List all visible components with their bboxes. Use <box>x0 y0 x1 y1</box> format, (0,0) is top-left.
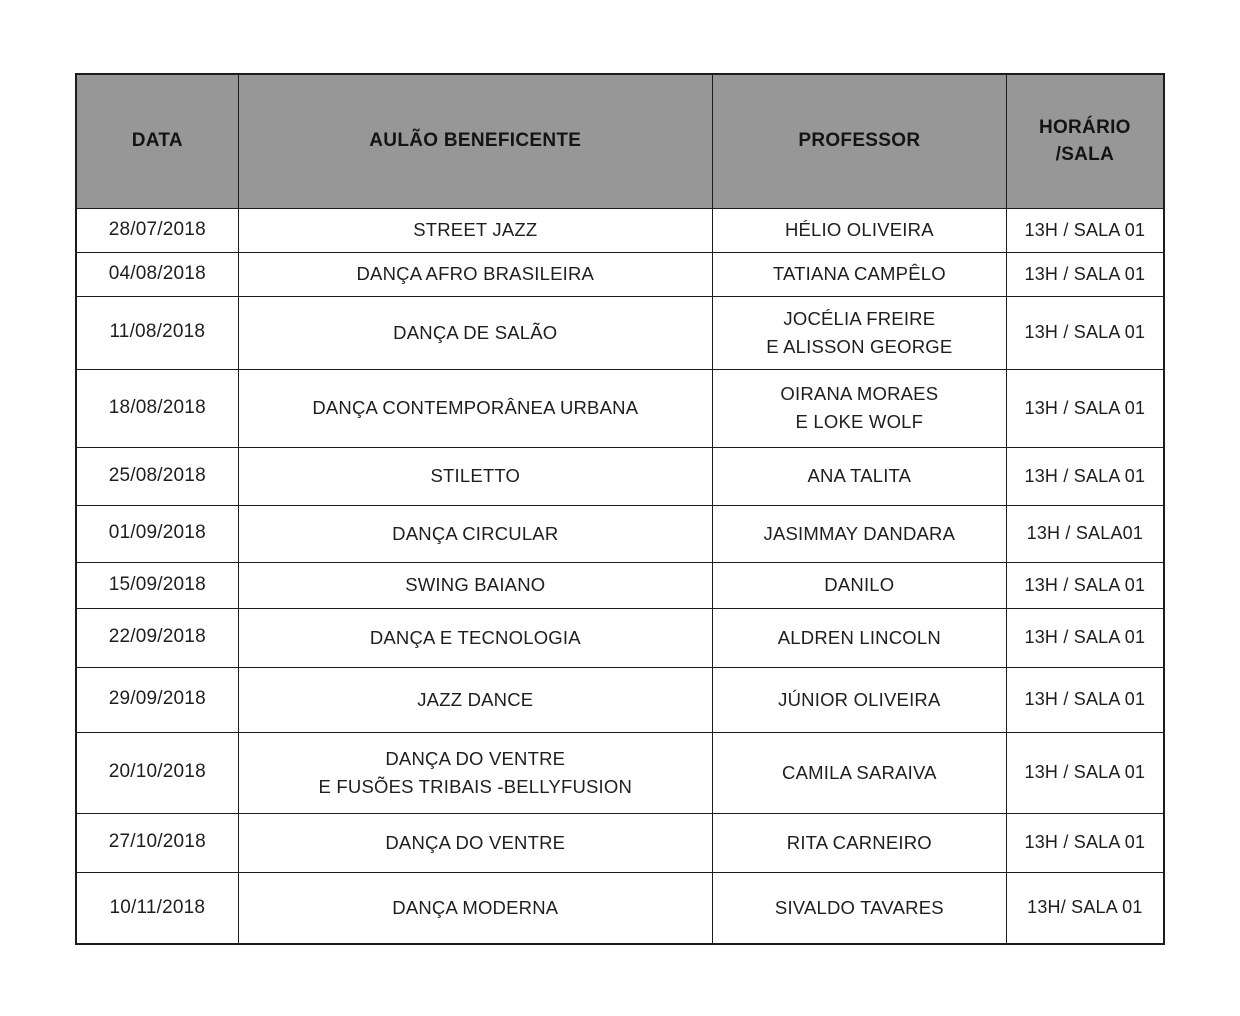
date-cell: 01/09/2018 <box>76 505 238 562</box>
cell-text-line: DANILO <box>824 574 895 596</box>
class-name-cell <box>238 252 712 296</box>
class-name-cell <box>238 872 712 944</box>
cell-text-line: STILETTO <box>430 465 521 487</box>
cell-text-line: JOCÉLIA FREIRE <box>783 307 936 329</box>
class-name-cell <box>238 369 712 447</box>
time-room-cell: 13H / SALA 01 <box>1006 447 1164 505</box>
cell-text-line: DANÇA DE SALÃO <box>393 321 558 343</box>
header-label-line: /SALA <box>1055 144 1115 166</box>
table-row <box>76 369 1164 447</box>
cell-text-line: ALDREN LINCOLN <box>777 626 941 648</box>
time-room-cell: 13H / SALA 01 <box>1006 813 1164 872</box>
table-header <box>76 74 1164 208</box>
time-room-cell: 13H / SALA 01 <box>1006 252 1164 296</box>
professor-cell <box>712 252 1006 296</box>
date-cell: 18/08/2018 <box>76 369 238 447</box>
column-header-horario-sala <box>1006 74 1164 208</box>
cell-text-line: DANÇA DO VENTRE <box>385 831 566 853</box>
cell-text-line: JÚNIOR OLIVEIRA <box>778 688 941 710</box>
header-row <box>76 74 1164 208</box>
header-label-line: AULÃO BENEFICENTE <box>369 130 582 152</box>
table-row <box>76 608 1164 667</box>
column-header-aulao-beneficente <box>238 74 712 208</box>
class-name-cell <box>238 447 712 505</box>
professor-cell <box>712 369 1006 447</box>
class-name-cell <box>238 732 712 813</box>
cell-text-line: E LOKE WOLF <box>795 411 924 432</box>
time-room-cell: 13H/ SALA 01 <box>1006 872 1164 944</box>
cell-text-line: DANÇA CIRCULAR <box>392 522 559 544</box>
column-header-professor <box>712 74 1006 208</box>
cell-text-line: DANÇA DO VENTRE <box>385 747 566 769</box>
professor-cell <box>712 872 1006 944</box>
professor-cell <box>712 667 1006 732</box>
table-body <box>76 208 1164 944</box>
time-room-cell: 13H / SALA 01 <box>1006 562 1164 608</box>
professor-cell <box>712 813 1006 872</box>
header-label-line: PROFESSOR <box>798 130 921 152</box>
cell-text-line: TATIANA CAMPÊLO <box>772 263 946 285</box>
cell-text-line: SIVALDO TAVARES <box>774 896 944 918</box>
class-name-cell <box>238 813 712 872</box>
class-name-cell <box>238 208 712 252</box>
date-cell: 28/07/2018 <box>76 208 238 252</box>
cell-text-line: RITA CARNEIRO <box>786 831 932 853</box>
date-cell: 11/08/2018 <box>76 296 238 369</box>
date-cell: 25/08/2018 <box>76 447 238 505</box>
cell-text-line: E FUSÕES TRIBAIS -BELLYFUSION <box>318 775 633 797</box>
table-row <box>76 252 1164 296</box>
table-row <box>76 505 1164 562</box>
professor-cell <box>712 296 1006 369</box>
cell-text-line: JASIMMAY DANDARA <box>763 522 956 544</box>
date-cell: 15/09/2018 <box>76 562 238 608</box>
table-row <box>76 562 1164 608</box>
professor-cell <box>712 608 1006 667</box>
time-room-cell: 13H / SALA 01 <box>1006 667 1164 732</box>
date-cell: 22/09/2018 <box>76 608 238 667</box>
cell-text-line: OIRANA MORAES <box>780 383 939 405</box>
cell-text-line: HÉLIO OLIVEIRA <box>784 219 934 241</box>
class-name-cell <box>238 667 712 732</box>
header-label-line: DATA <box>131 130 183 152</box>
cell-text-line: JAZZ DANCE <box>417 688 534 710</box>
class-name-cell <box>238 562 712 608</box>
cell-text-line: DANÇA AFRO BRASILEIRA <box>356 263 595 285</box>
time-room-cell: 13H / SALA01 <box>1006 505 1164 562</box>
time-room-cell: 13H / SALA 01 <box>1006 296 1164 369</box>
table-row <box>76 208 1164 252</box>
table-row <box>76 872 1164 944</box>
date-cell: 10/11/2018 <box>76 872 238 944</box>
header-label-line: HORÁRIO <box>1038 116 1131 138</box>
professor-cell <box>712 447 1006 505</box>
benefit-class-schedule-table <box>75 73 1165 945</box>
cell-text-line: SWING BAIANO <box>405 574 546 596</box>
time-room-cell: 13H / SALA 01 <box>1006 208 1164 252</box>
date-cell: 27/10/2018 <box>76 813 238 872</box>
table-row <box>76 732 1164 813</box>
time-room-cell: 13H / SALA 01 <box>1006 732 1164 813</box>
table-row <box>76 813 1164 872</box>
cell-text-line: DANÇA CONTEMPORÂNEA URBANA <box>312 397 639 419</box>
table-row <box>76 667 1164 732</box>
cell-text-line: E ALISSON GEORGE <box>766 335 953 357</box>
cell-text-line: CAMILA SARAIVA <box>782 761 937 783</box>
cell-text-line: DANÇA E TECNOLOGIA <box>369 626 581 648</box>
column-header-data <box>76 74 238 208</box>
class-name-cell <box>238 505 712 562</box>
professor-cell <box>712 562 1006 608</box>
date-cell: 29/09/2018 <box>76 667 238 732</box>
professor-cell <box>712 208 1006 252</box>
cell-text-line: STREET JAZZ <box>413 219 538 241</box>
table-row <box>76 296 1164 369</box>
professor-cell <box>712 732 1006 813</box>
professor-cell <box>712 505 1006 562</box>
date-cell: 20/10/2018 <box>76 732 238 813</box>
class-name-cell <box>238 296 712 369</box>
date-cell: 04/08/2018 <box>76 252 238 296</box>
table-row <box>76 447 1164 505</box>
time-room-cell: 13H / SALA 01 <box>1006 369 1164 447</box>
cell-text-line: ANA TALITA <box>807 465 912 487</box>
time-room-cell: 13H / SALA 01 <box>1006 608 1164 667</box>
class-name-cell <box>238 608 712 667</box>
cell-text-line: DANÇA MODERNA <box>392 896 559 918</box>
